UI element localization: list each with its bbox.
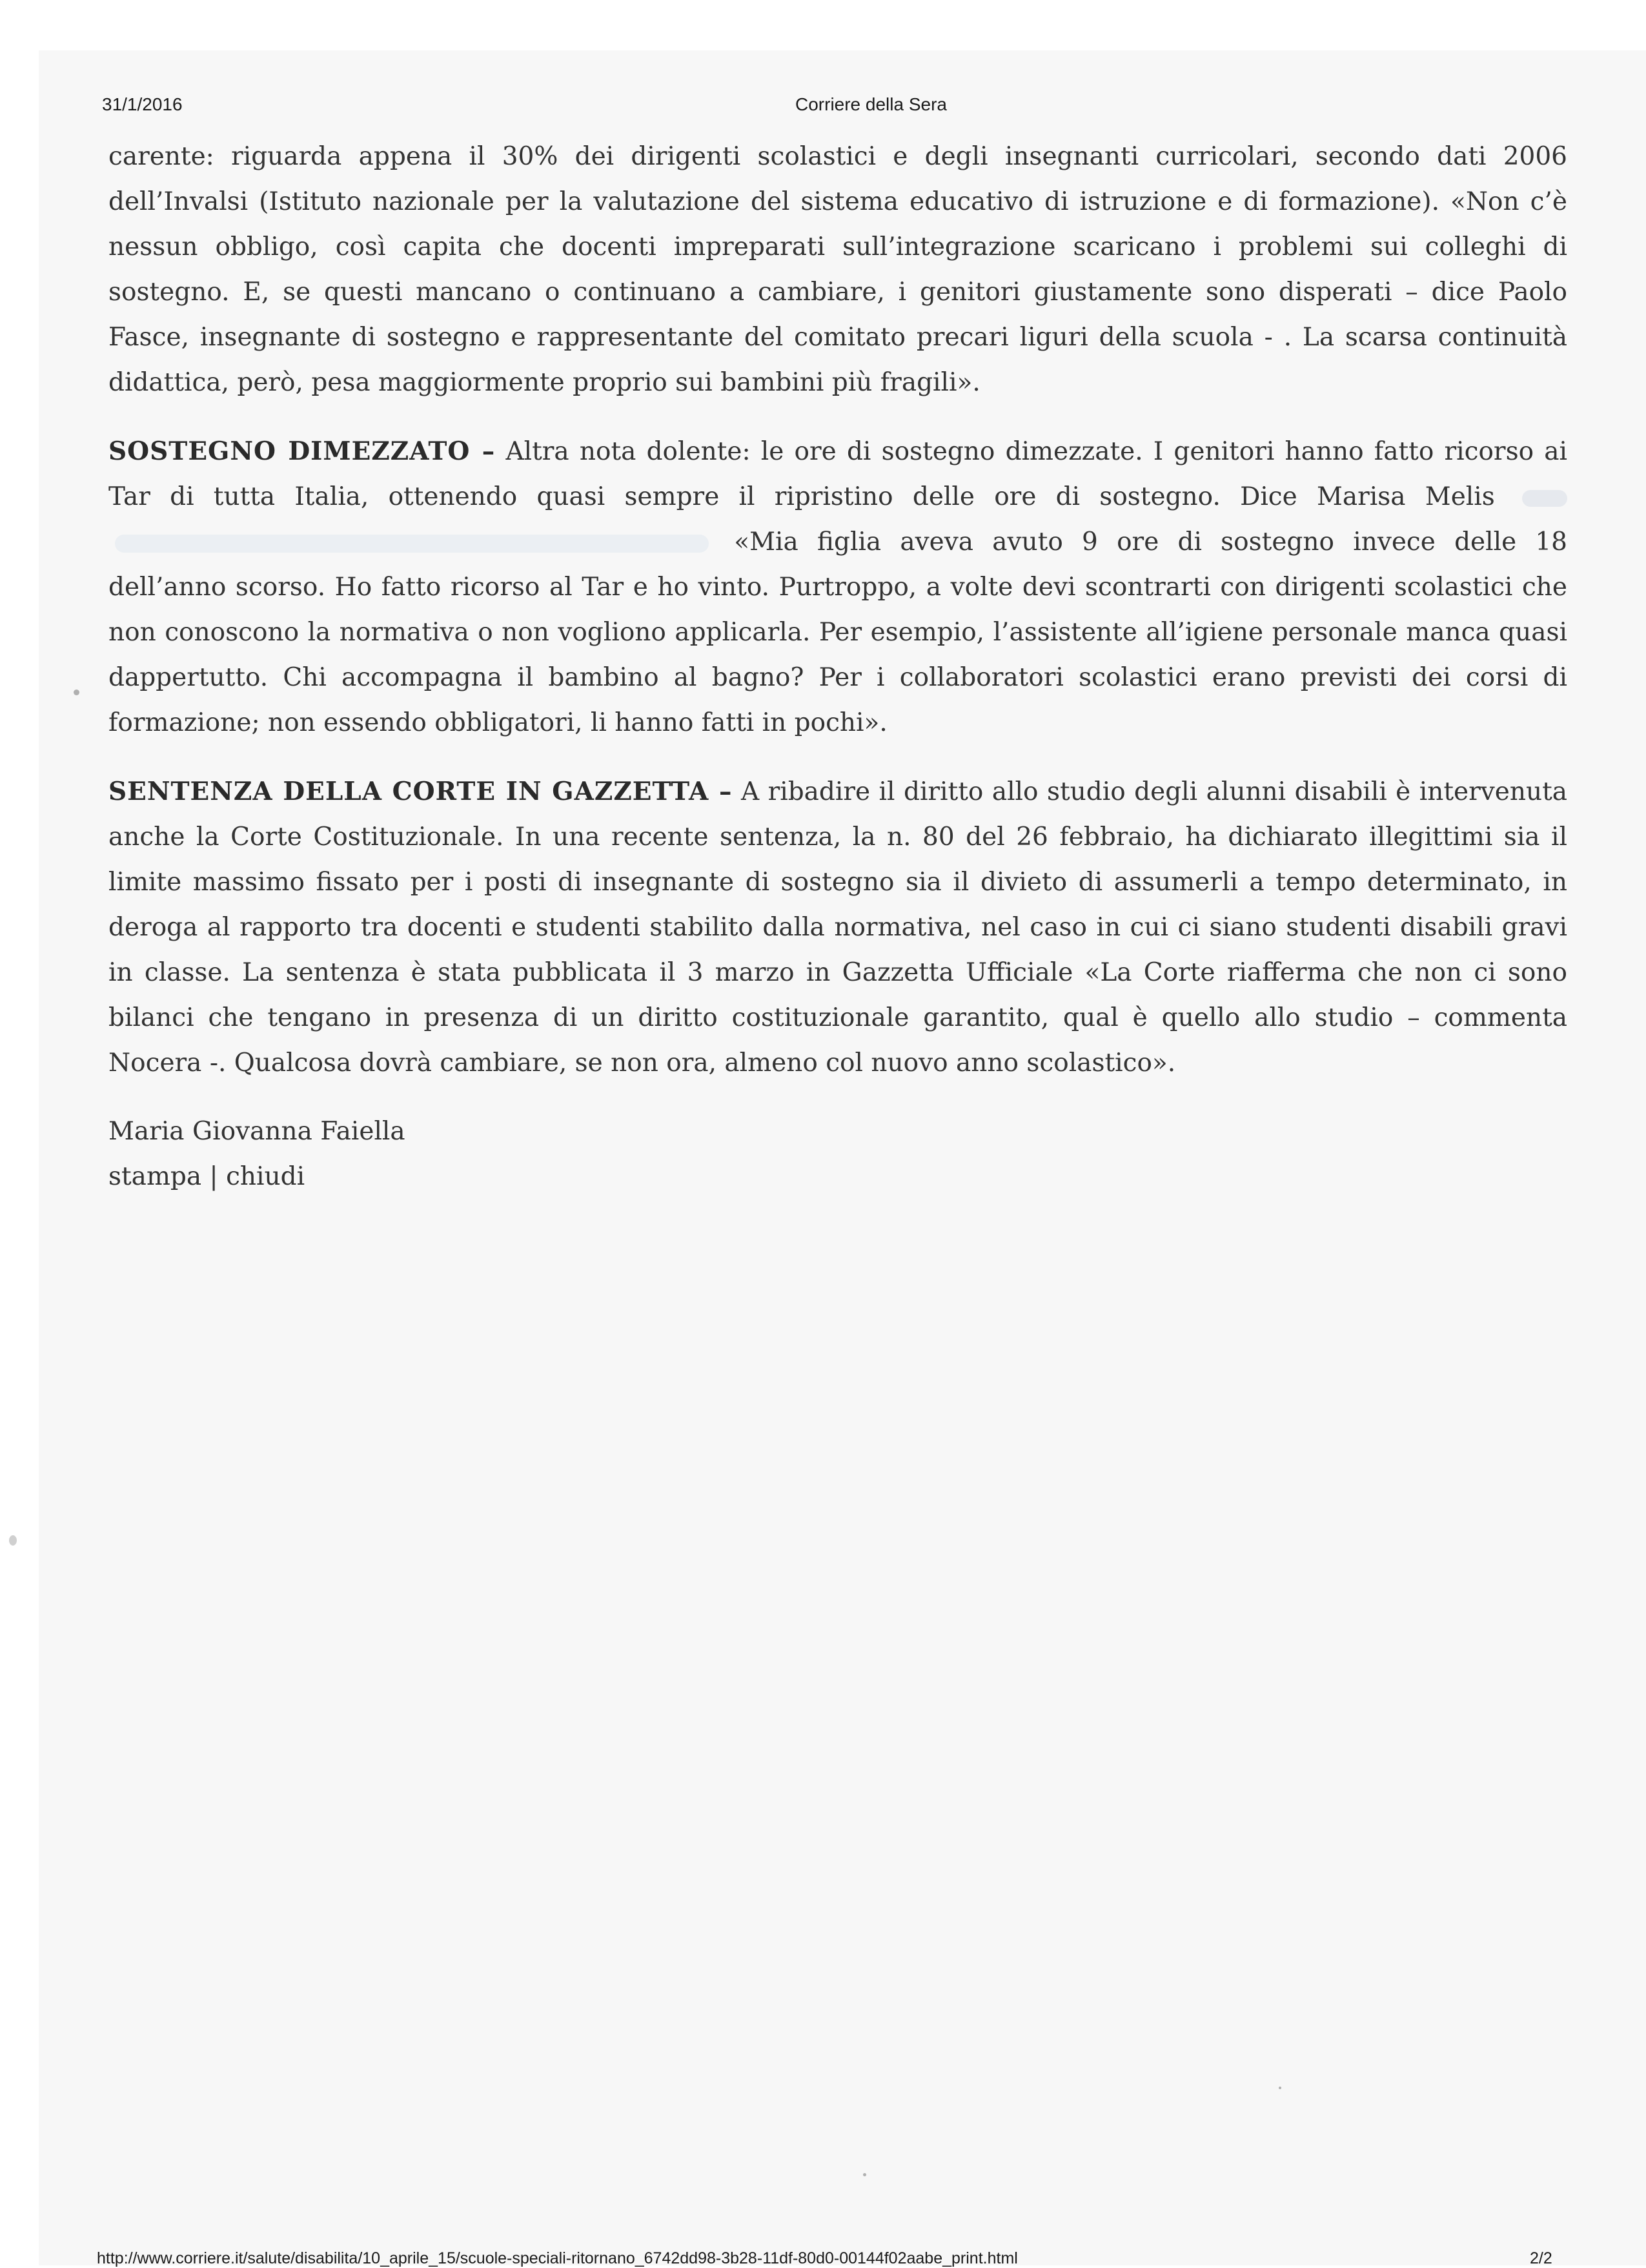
article-paragraph-1: carente: riguarda appena il 30% dei dirigenti scolastici e degli insegnanti curricolari, secondo dati 2006 dell’Invalsi (Istituto nazionale per la valutazione del sistema educativo di istruzione e di formazione). «Non c’è nessun obbligo, così capita che docenti impreparati sull’integrazione scaricano i problemi sui colleghi di sostegno. E, se questi mancano o continuano a cambiare, i genitori giustamente sono disperati – dice Paolo Fasce, insegnante di sostegno e rappresentante del comitato precari liguri della scuola - . La scarsa continuità didattica, però, pesa maggiormente proprio sui bambini più fragili». <box>108 142 1567 397</box>
paragraph-3-text: A ribadire il diritto allo studio degli alunni disabili è intervenuta anche la Corte Costituzionale. In una recente sentenza, la n. 80 del 26 febbraio, ha dichiarato illegittimi sia il limite massimo fissato per i posti di insegnante di sostegno sia il divieto di assumerli a tempo determinato, in deroga al rapporto tra docenti e studenti stabilito dalla normativa, nel caso in cui ci siano studenti disabili gravi in classe. La sentenza è stata pubblicata il 3 marzo in Gazzetta Ufficiale «La Corte riafferma che non ci sono bilanci che tengano in presenza di un diritto costituzionale garantito, qual è quello allo studio – commenta Nocera -. Qualcosa dovrà cambiare, se non ora, almeno col nuovo anno scolastico». <box>108 777 1567 1078</box>
author-name: Maria Giovanna Faiella <box>108 1117 405 1146</box>
link-separator: | <box>209 1162 218 1191</box>
close-link[interactable]: chiudi <box>226 1162 305 1191</box>
article-body <box>108 134 1567 1200</box>
footer-url: http://www.corriere.it/salute/disabilita/10_aprile_15/scuole-speciali-ritornano_6742dd98-3b28-11df-80d0-00144f02aabe_print.html <box>97 2249 1018 2267</box>
print-controls <box>108 1154 1567 1200</box>
article-paragraph-2 <box>108 429 1567 746</box>
print-link[interactable]: stampa <box>108 1162 202 1191</box>
paragraph-2-text-b: «Mia figlia aveva avuto 9 ore di sostegno invece delle 18 dell’anno scorso. Ho fatto ricorso al Tar e ho vinto. Purtroppo, a volte devi scontrarti con dirigenti scolastici che non conoscono la normativa o non vogliono applicarla. Per esempio, l’assistente all’igiene personale manca quasi dappertutto. Chi accompagna il bambino al bagno? Per i collaboratori scolastici erano previsti dei corsi di formazione; non essendo obbligatori, li hanno fatti in pochi». <box>108 527 1567 737</box>
print-source-title: Corriere della Sera <box>795 94 947 114</box>
article-signature <box>108 1109 1567 1200</box>
print-date: 31/1/2016 <box>102 94 183 114</box>
scan-speck <box>74 690 79 695</box>
section-heading-sentenza: SENTENZA DELLA CORTE IN GAZZETTA – <box>108 777 733 806</box>
scan-speck <box>9 1535 17 1546</box>
article-paragraph-3 <box>108 769 1567 1086</box>
scan-speck <box>863 2173 866 2176</box>
redaction-mark <box>1522 490 1567 507</box>
paragraph-2-text-a: Altra nota dolente: le ore di sostegno dimezzate. I genitori hanno fatto ricorso ai Tar di tutta Italia, ottenendo quasi sempre il ripristino delle ore di sostegno. Dice Marisa Melis <box>108 437 1567 511</box>
page-number: 2/2 <box>1530 2249 1552 2267</box>
redaction-mark <box>115 535 709 553</box>
scan-speck <box>1279 2087 1281 2089</box>
section-heading-sostegno: SOSTEGNO DIMEZZATO – <box>108 436 496 466</box>
